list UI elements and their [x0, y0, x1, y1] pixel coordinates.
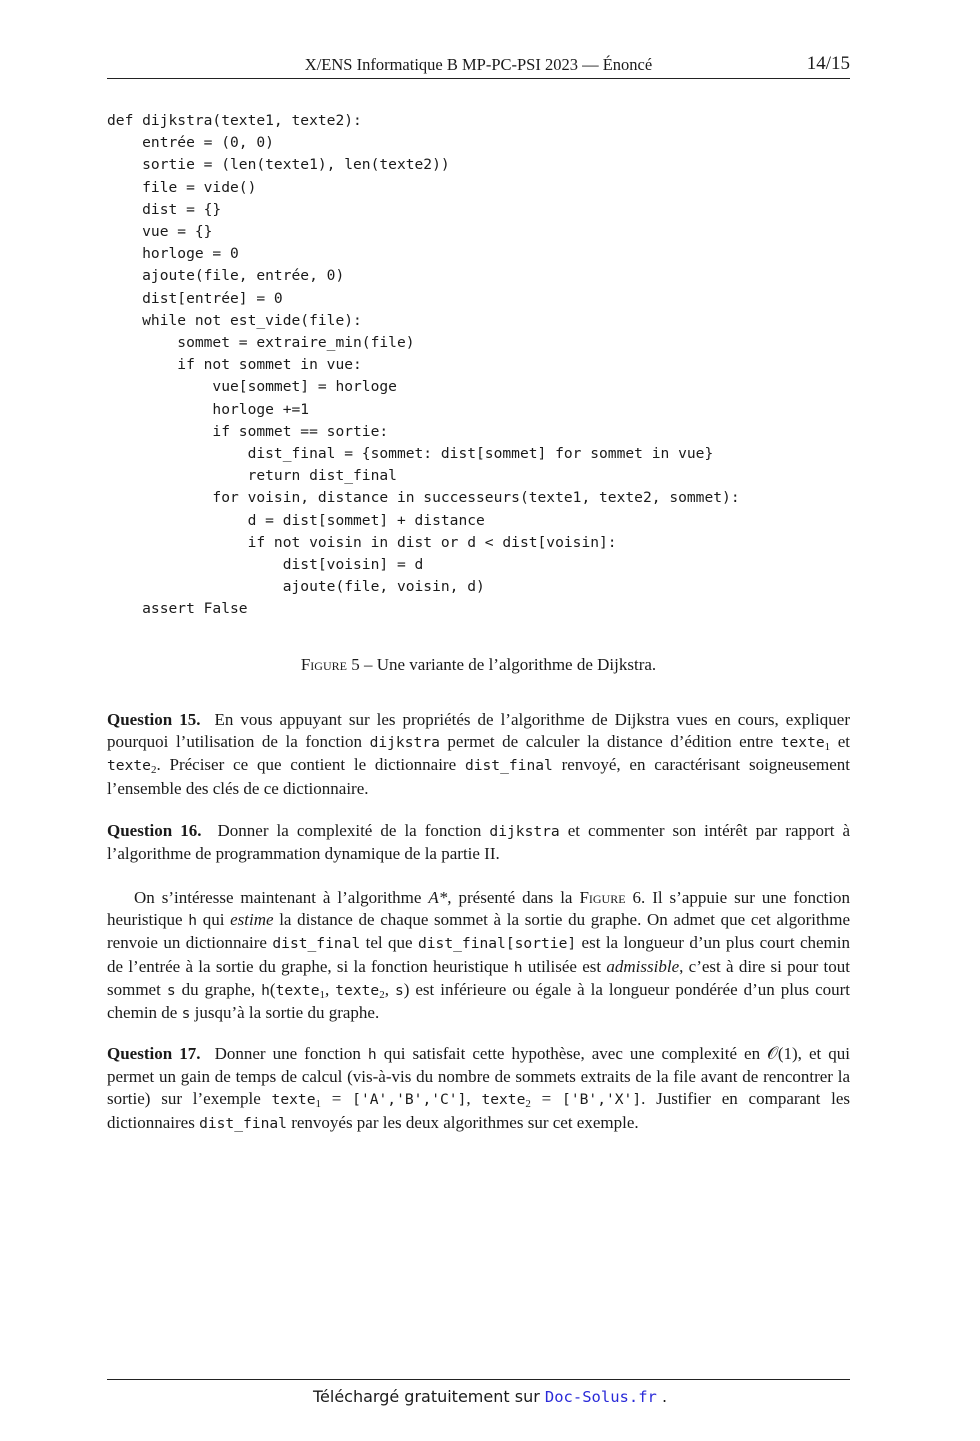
- code-token: dijkstra: [489, 823, 560, 840]
- text: . Justifier en comparant les dictionnaires: [107, 1089, 850, 1132]
- code-line: return dist_final: [107, 467, 397, 485]
- question-label: Question 17.: [107, 1044, 201, 1063]
- code-line: while not est_vide(file):: [107, 311, 362, 329]
- code-token: h: [261, 981, 270, 999]
- code-token: ['B','X']: [562, 1091, 642, 1109]
- doc-solus-link[interactable]: Doc-Solus.fr: [544, 1388, 657, 1406]
- question-label: Question 16.: [107, 821, 202, 840]
- text: la distance de chaque sommet à la sortie du graphe. On admet que cet algorithme renvoie un dictionnaire: [107, 910, 850, 953]
- code-line: assert False: [107, 600, 248, 618]
- text: est la longueur d’un plus court chemin de l’entrée à la sortie du graphe, si la fonction heuristique: [107, 933, 850, 976]
- code-line: if not voisin in dist or d < dist[voisin]:: [107, 533, 617, 551]
- code-token: texte: [275, 981, 320, 999]
- code-token: h: [367, 1046, 377, 1063]
- text: et commenter son intérêt par rapport à l’algorithme de programmation dynamique de la partie II.: [107, 821, 851, 864]
- code-token: texte: [107, 757, 151, 775]
- code-token: h: [513, 958, 523, 976]
- code-line: if sommet == sortie:: [107, 422, 389, 440]
- figure-ref: Figure 6: [579, 888, 642, 907]
- code-token: dijkstra: [369, 734, 440, 752]
- text: (: [269, 979, 276, 999]
- intro-paragraph: [107, 887, 850, 1025]
- subscript: 1: [315, 1098, 321, 1111]
- text: qui satisfait cette hypothèse, avec une complexité en 𝒪(1), et qui permet un gain de temps de calcul (vis-à-vis du nombre de sommets extraits de la file avant de rencontrer la sortie) sur l’exemple: [107, 1044, 850, 1109]
- text: Donner une fonction: [214, 1044, 368, 1063]
- footer-text: Téléchargé gratuitement sur: [312, 1387, 545, 1406]
- code-line: for voisin, distance in successeurs(texte1, texte2, sommet):: [107, 489, 740, 507]
- page-header: [107, 54, 850, 79]
- header-title: X/ENS Informatique B MP-PC-PSI 2023 — Énoncé: [304, 55, 653, 74]
- code-token: dist_final: [464, 757, 553, 775]
- question-16: [107, 820, 850, 865]
- text: renvoyés par les deux algorithmes sur cet exemple.: [286, 1112, 639, 1132]
- text: ) est inférieure ou égale à la longueur pondérée d’un plus court chemin de: [107, 979, 851, 1023]
- code-line: dist[entrée] = 0: [107, 289, 283, 307]
- text: Donner la complexité de la fonction: [217, 821, 490, 840]
- code-line: file = vide(): [107, 178, 257, 196]
- page-footer: [0, 1387, 980, 1406]
- code-line: ajoute(file, voisin, d): [107, 578, 485, 596]
- code-token: h: [188, 912, 198, 930]
- footer-divider: [107, 1379, 850, 1380]
- text: . Préciser ce que contient le dictionnaire: [156, 755, 465, 775]
- text: =: [530, 1089, 563, 1109]
- code-line: vue[sommet] = horloge: [107, 378, 397, 396]
- text: ,: [466, 1089, 482, 1109]
- page-number: 14/15: [806, 53, 850, 74]
- figure-label: Figure 5: [300, 655, 360, 674]
- code-line: dist = {}: [107, 200, 222, 218]
- text: , c’est à dire si pour tout sommet: [107, 956, 850, 999]
- subscript: 1: [319, 988, 325, 1001]
- math-astar: A*: [428, 888, 448, 907]
- code-line: horloge +=1: [107, 400, 310, 418]
- code-line: dist_final = {sommet: dist[sommet] for sommet in vue}: [107, 445, 714, 463]
- code-token: texte: [271, 1091, 316, 1109]
- code-line: entrée = (0, 0): [107, 134, 274, 152]
- code-token: ['A','B','C']: [352, 1091, 467, 1109]
- text: ,: [384, 979, 395, 999]
- text: du graphe,: [175, 979, 262, 999]
- code-token: s: [181, 1005, 191, 1023]
- text: et: [830, 732, 850, 752]
- code-token: s: [166, 981, 176, 999]
- code-line: vue = {}: [107, 223, 213, 241]
- question-15: [107, 709, 850, 800]
- code-line: sommet = extraire_min(file): [107, 334, 415, 352]
- text: . Il s’appuie sur une fonction heuristique: [107, 888, 850, 930]
- figure-caption: [107, 655, 850, 675]
- text: permet de calculer la distance d’édition entre: [439, 732, 781, 752]
- code-token: dist_final: [199, 1114, 287, 1132]
- code-line: sortie = (len(texte1), len(texte2)): [107, 156, 450, 174]
- code-line: ajoute(file, entrée, 0): [107, 267, 345, 285]
- text: tel que: [360, 933, 418, 953]
- text: jusqu’à la sortie du graphe.: [190, 1003, 380, 1023]
- code-token: s: [394, 981, 404, 999]
- text: =: [320, 1089, 353, 1109]
- code-listing: [107, 110, 740, 621]
- text: ,: [325, 979, 336, 999]
- text: , présenté dans la: [447, 888, 580, 907]
- footer-end: .: [656, 1387, 668, 1406]
- code-line: horloge = 0: [107, 245, 239, 263]
- code-line: dist[voisin] = d: [107, 556, 424, 574]
- text: qui: [197, 910, 231, 930]
- caption-text: – Une variante de l’algorithme de Dijkstra.: [359, 655, 657, 674]
- code-token: dist_final[sortie]: [417, 935, 577, 953]
- code-line: def dijkstra(texte1, texte2):: [107, 112, 362, 129]
- text: renvoyé, en caractérisant soigneusement l’ensemble des clés de ce dictionnaire.: [107, 755, 850, 798]
- code-token: texte: [335, 981, 380, 999]
- code-line: d = dist[sommet] + distance: [107, 511, 485, 529]
- text: On s’intéresse maintenant à l’algorithme: [134, 888, 429, 907]
- subscript: 2: [525, 1098, 531, 1111]
- subscript: 2: [150, 764, 157, 777]
- subscript: 1: [824, 741, 831, 754]
- text: utilisée est: [522, 956, 607, 976]
- emphasis: admissible: [606, 956, 680, 976]
- text: En vous appuyant sur les propriétés de l’algorithme de Dijkstra vues en cours, expliquer pourquoi l’utilisation de la fonction: [107, 710, 850, 752]
- code-token: texte: [481, 1091, 526, 1109]
- question-label: Question 15.: [107, 710, 201, 729]
- subscript: 2: [379, 988, 385, 1001]
- code-token: texte: [780, 734, 825, 752]
- emphasis: estime: [230, 910, 274, 930]
- question-17: [107, 1043, 850, 1135]
- code-token: dist_final: [272, 935, 361, 953]
- code-line: if not sommet in vue:: [107, 356, 362, 374]
